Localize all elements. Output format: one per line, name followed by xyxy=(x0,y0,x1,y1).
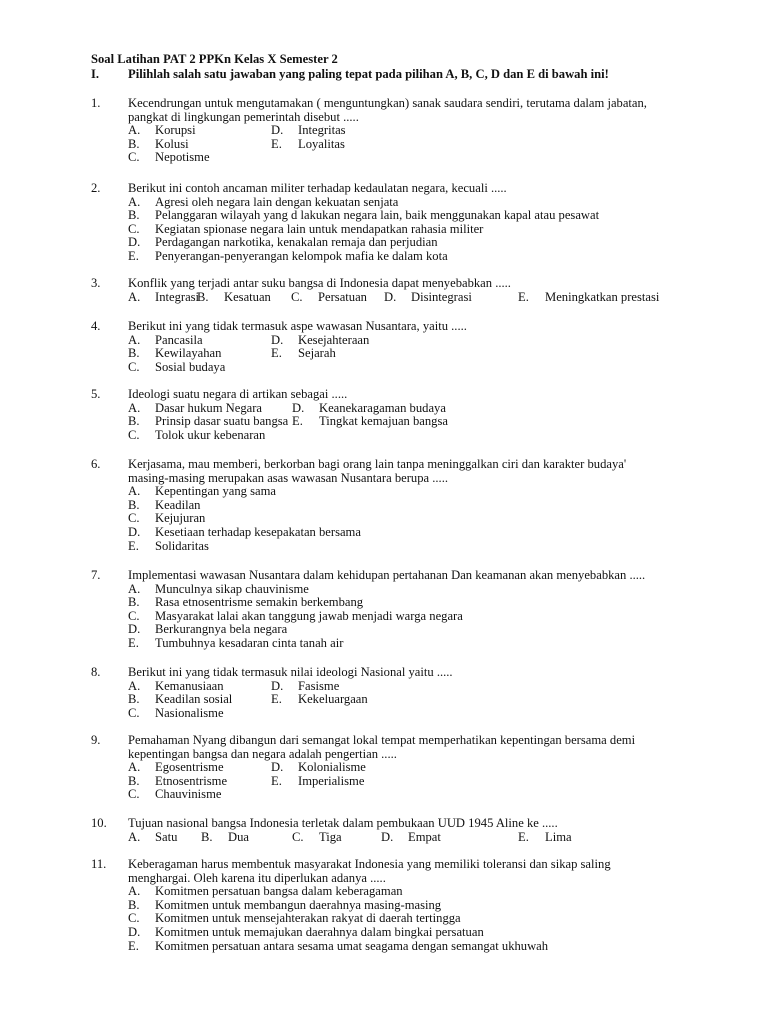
answer-option xyxy=(128,831,177,845)
option-letter: D. xyxy=(381,829,394,844)
answer-option xyxy=(292,415,448,429)
option-letter: D. xyxy=(271,760,284,775)
option-text: Komitmen persatuan antara sesama umat seagama dengan semangat ukhuwah xyxy=(155,938,549,953)
question-5 xyxy=(91,388,711,442)
option-text: Satu xyxy=(155,829,178,844)
answer-option xyxy=(271,680,339,694)
answer-option xyxy=(271,775,364,789)
option-text: Tolok ukur kebenaran xyxy=(155,427,266,442)
answer-option xyxy=(128,250,448,264)
answer-options xyxy=(128,583,711,651)
option-text: Komitmen untuk memajukan daerahnya dalam bingkai persatuan xyxy=(155,924,484,939)
option-letter: C. xyxy=(128,221,140,236)
option-text: Pelanggaran wilayah yang d lakukan negara lain, baik menggunakan kapal atau pesawat xyxy=(155,208,600,223)
question-number: 7. xyxy=(91,568,101,582)
answer-option xyxy=(128,637,343,651)
option-text: Fasisme xyxy=(298,678,340,693)
option-letter: E. xyxy=(271,692,282,707)
question-text: Keberagaman harus membentuk masyarakat Indonesia yang memiliki toleransi dan sikap saling xyxy=(128,857,611,871)
option-text: Dua xyxy=(228,829,249,844)
option-text: Berkurangnya bela negara xyxy=(155,622,288,637)
option-letter: D. xyxy=(271,332,284,347)
answer-option xyxy=(518,291,659,305)
option-text: Integritas xyxy=(298,123,346,138)
option-text: Kesetiaan terhadap kesepakatan bersama xyxy=(155,524,361,539)
question-number: 9. xyxy=(91,733,101,747)
question-text: Konflik yang terjadi antar suku bangsa di Indonesia dapat menyebabkan ..... xyxy=(128,276,511,290)
option-letter: A. xyxy=(128,484,141,499)
option-letter: B. xyxy=(128,692,140,707)
option-text: Sosial budaya xyxy=(155,359,226,374)
answer-option xyxy=(128,680,224,694)
question-8 xyxy=(91,666,711,720)
answer-option xyxy=(128,429,265,443)
question-number: 5. xyxy=(91,387,101,401)
option-letter: A. xyxy=(128,332,141,347)
option-letter: B. xyxy=(128,346,140,361)
question-number: 11. xyxy=(91,857,107,871)
option-letter: B. xyxy=(201,829,213,844)
option-text: Masyarakat lalai akan tanggung jawab menjadi warga negara xyxy=(155,608,463,623)
answer-option xyxy=(128,761,224,775)
question-number: 10. xyxy=(91,816,107,830)
question-10 xyxy=(91,817,711,844)
answer-options xyxy=(128,291,711,305)
answer-option xyxy=(292,402,446,416)
page-title: Soal Latihan PAT 2 PPKn Kelas X Semester 2 xyxy=(91,52,338,66)
answer-option xyxy=(128,940,548,954)
answer-option xyxy=(128,209,599,223)
option-text: Empat xyxy=(408,829,441,844)
option-text: Kepentingan yang sama xyxy=(155,484,276,499)
option-text: Disintegrasi xyxy=(411,289,472,304)
option-text: Perdagangan narkotika, kenakalan remaja dan perjudian xyxy=(155,235,438,250)
answer-options xyxy=(128,402,711,443)
option-letter: B. xyxy=(128,897,140,912)
answer-option xyxy=(271,693,368,707)
answer-options xyxy=(128,885,711,953)
option-letter: B. xyxy=(128,497,140,512)
option-text: Komitmen persatuan bangsa dalam keberagaman xyxy=(155,884,403,899)
option-text: Solidaritas xyxy=(155,538,209,553)
option-text: Rasa etnosentrisme semakin berkembang xyxy=(155,595,364,610)
question-6 xyxy=(91,458,711,553)
option-letter: D. xyxy=(128,235,141,250)
answer-option xyxy=(128,583,309,597)
answer-option xyxy=(128,124,196,138)
question-4 xyxy=(91,320,711,374)
option-letter: D. xyxy=(128,924,141,939)
option-text: Kesatuan xyxy=(224,289,271,304)
answer-option xyxy=(128,361,225,375)
option-letter: D. xyxy=(128,622,141,637)
answer-option xyxy=(128,347,221,361)
option-letter: B. xyxy=(128,136,140,151)
option-text: Tiga xyxy=(319,829,342,844)
question-number: 2. xyxy=(91,181,101,195)
option-letter: E. xyxy=(518,829,529,844)
question-text: kepentingan bangsa dan negara adalah pengertian ..... xyxy=(128,746,397,761)
instruction-text: Pilihlah salah satu jawaban yang paling tepat pada pilihan A, B, C, D dan E di bawah ini! xyxy=(128,67,609,81)
option-text: Penyerangan-penyerangan kelompok mafia ke dalam kota xyxy=(155,248,448,263)
option-letter: A. xyxy=(128,678,141,693)
option-text: Sejarah xyxy=(298,346,336,361)
question-text: Implementasi wawasan Nusantara dalam kehidupan pertahanan Dan keamanan akan menyebabkan ..... xyxy=(128,568,646,582)
option-text: Pancasila xyxy=(155,332,203,347)
answer-option xyxy=(381,831,441,845)
answer-option xyxy=(128,196,398,210)
option-text: Kegiatan spionase negara lain untuk mendapatkan rahasia militer xyxy=(155,221,484,236)
option-letter: D. xyxy=(384,289,397,304)
option-letter: C. xyxy=(128,787,140,802)
option-text: Tumbuhnya kesadaran cinta tanah air xyxy=(155,635,344,650)
answer-option xyxy=(128,926,484,940)
answer-option xyxy=(128,138,189,152)
option-text: Imperialisme xyxy=(298,773,365,788)
option-text: Persatuan xyxy=(318,289,367,304)
option-letter: E. xyxy=(271,346,282,361)
option-letter: C. xyxy=(292,829,304,844)
option-text: Kesejahteraan xyxy=(298,332,370,347)
question-number: 3. xyxy=(91,276,101,290)
answer-option xyxy=(128,526,361,540)
option-text: Munculnya sikap chauvinisme xyxy=(155,581,309,596)
answer-option xyxy=(128,236,438,250)
option-letter: D. xyxy=(292,400,305,415)
question-text: Kerjasama, mau memberi, berkorban bagi orang lain tanpa meninggalkan ciri dan karakter budaya' xyxy=(128,457,627,471)
option-letter: E. xyxy=(271,773,282,788)
option-text: Kekeluargaan xyxy=(298,692,368,707)
answer-option xyxy=(128,623,287,637)
answer-option xyxy=(128,334,203,348)
option-text: Kejujuran xyxy=(155,511,206,526)
answer-option xyxy=(128,485,276,499)
answer-option xyxy=(128,540,209,554)
answer-option xyxy=(271,761,366,775)
option-text: Kewilayahan xyxy=(155,346,222,361)
question-text: Berikut ini yang tidak termasuk nilai ideologi Nasional yaitu ..... xyxy=(128,665,453,679)
option-text: Meningkatkan prestasi xyxy=(545,289,660,304)
option-text: Nasionalisme xyxy=(155,705,224,720)
option-letter: C. xyxy=(128,608,140,623)
answer-option xyxy=(128,596,363,610)
option-letter: E. xyxy=(518,289,529,304)
option-letter: E. xyxy=(128,248,139,263)
answer-option xyxy=(128,693,232,707)
option-letter: A. xyxy=(128,829,141,844)
option-letter: A. xyxy=(128,581,141,596)
option-text: Komitmen untuk membangun daerahnya masing-masing xyxy=(155,897,442,912)
question-number: 6. xyxy=(91,457,101,471)
option-letter: E. xyxy=(128,538,139,553)
option-letter: B. xyxy=(128,208,140,223)
answer-option xyxy=(128,912,461,926)
answer-option xyxy=(271,334,369,348)
answer-option xyxy=(128,402,262,416)
question-text: Kecendrungan untuk mengutamakan ( menguntungkan) sanak saudara sendiri, terutama dalam jabatan, xyxy=(128,96,647,110)
answer-options xyxy=(128,831,711,845)
option-letter: C. xyxy=(128,427,140,442)
answer-option xyxy=(128,788,221,802)
question-11 xyxy=(91,858,711,953)
question-3 xyxy=(91,277,711,304)
answer-option xyxy=(128,899,441,913)
question-number: 4. xyxy=(91,319,101,333)
option-letter: A. xyxy=(128,123,141,138)
option-letter: E. xyxy=(128,938,139,953)
answer-option xyxy=(384,291,472,305)
option-letter: D. xyxy=(128,524,141,539)
option-letter: D. xyxy=(271,678,284,693)
option-text: Loyalitas xyxy=(298,136,345,151)
option-letter: A. xyxy=(128,760,141,775)
option-text: Nepotisme xyxy=(155,150,210,165)
option-letter: D. xyxy=(271,123,284,138)
answer-option xyxy=(128,885,403,899)
question-text: Pemahaman Nyang dibangun dari semangat lokal tempat memperhatikan kepentingan bersama demi xyxy=(128,733,636,747)
option-letter: E. xyxy=(128,635,139,650)
answer-option xyxy=(518,831,572,845)
option-text: Keanekaragaman budaya xyxy=(319,400,446,415)
answer-option xyxy=(128,512,205,526)
option-letter: B. xyxy=(128,773,140,788)
answer-option xyxy=(128,223,483,237)
answer-option xyxy=(128,415,288,429)
question-text: menghargai. Oleh karena itu diperlukan adanya ..... xyxy=(128,870,386,885)
answer-option xyxy=(128,610,463,624)
option-letter: C. xyxy=(128,705,140,720)
option-letter: B. xyxy=(128,414,140,429)
question-text: Ideologi suatu negara di artikan sebagai ..... xyxy=(128,387,348,401)
option-text: Chauvinisme xyxy=(155,787,222,802)
option-letter: E. xyxy=(292,414,303,429)
answer-options xyxy=(128,334,711,375)
answer-option xyxy=(201,831,249,845)
option-letter: A. xyxy=(128,884,141,899)
option-text: Prinsip dasar suatu bangsa xyxy=(155,414,289,429)
answer-option xyxy=(128,291,199,305)
option-letter: C. xyxy=(128,911,140,926)
option-letter: B. xyxy=(128,595,140,610)
answer-options xyxy=(128,485,711,553)
option-letter: B. xyxy=(197,289,209,304)
option-letter: C. xyxy=(128,150,140,165)
answer-options xyxy=(128,680,711,721)
question-text: pangkat di lingkungan pemerintah disebut ..... xyxy=(128,109,359,124)
option-text: Tingkat kemajuan bangsa xyxy=(319,414,448,429)
answer-options xyxy=(128,761,711,802)
question-1 xyxy=(91,97,711,165)
option-text: Egosentrisme xyxy=(155,760,224,775)
question-text: Berikut ini contoh ancaman militer terhadap kedaulatan negara, kecuali ..... xyxy=(128,181,507,195)
answer-option xyxy=(128,151,210,165)
option-letter: C. xyxy=(291,289,303,304)
option-text: Integrasi xyxy=(155,289,200,304)
option-text: Kolonialisme xyxy=(298,760,366,775)
answer-option xyxy=(271,124,346,138)
question-2 xyxy=(91,182,711,264)
option-text: Keadilan sosial xyxy=(155,692,233,707)
answer-option xyxy=(128,499,200,513)
option-letter: C. xyxy=(128,359,140,374)
question-number: 1. xyxy=(91,96,101,110)
question-number: 8. xyxy=(91,665,101,679)
option-text: Lima xyxy=(545,829,572,844)
question-9 xyxy=(91,734,711,802)
option-text: Kemanusiaan xyxy=(155,678,224,693)
answer-option xyxy=(271,347,336,361)
option-text: Etnosentrisme xyxy=(155,773,228,788)
question-text: Tujuan nasional bangsa Indonesia terletak dalam pembukaan UUD 1945 Aline ke ..... xyxy=(128,816,558,830)
question-7 xyxy=(91,569,711,651)
answer-option xyxy=(271,138,345,152)
answer-option xyxy=(291,291,367,305)
option-letter: E. xyxy=(271,136,282,151)
option-letter: A. xyxy=(128,400,141,415)
answer-options xyxy=(128,196,711,264)
question-text: Berikut ini yang tidak termasuk aspe wawasan Nusantara, yaitu ..... xyxy=(128,319,467,333)
option-text: Kolusi xyxy=(155,136,189,151)
option-text: Agresi oleh negara lain dengan kekuatan senjata xyxy=(155,194,399,209)
option-text: Dasar hukum Negara xyxy=(155,400,263,415)
option-letter: A. xyxy=(128,194,141,209)
answer-option xyxy=(197,291,271,305)
answer-options xyxy=(128,124,711,165)
answer-option xyxy=(128,707,224,721)
section-instruction xyxy=(91,68,609,82)
question-text: masing-masing merupakan asas wawasan Nusantara berupa ..... xyxy=(128,470,448,485)
option-letter: C. xyxy=(128,511,140,526)
section-number: I. xyxy=(91,67,100,81)
option-text: Keadilan xyxy=(155,497,201,512)
option-text: Korupsi xyxy=(155,123,196,138)
option-text: Komitmen untuk mensejahterakan rakyat di daerah tertingga xyxy=(155,911,461,926)
answer-option xyxy=(128,775,227,789)
option-letter: A. xyxy=(128,289,141,304)
answer-option xyxy=(292,831,342,845)
